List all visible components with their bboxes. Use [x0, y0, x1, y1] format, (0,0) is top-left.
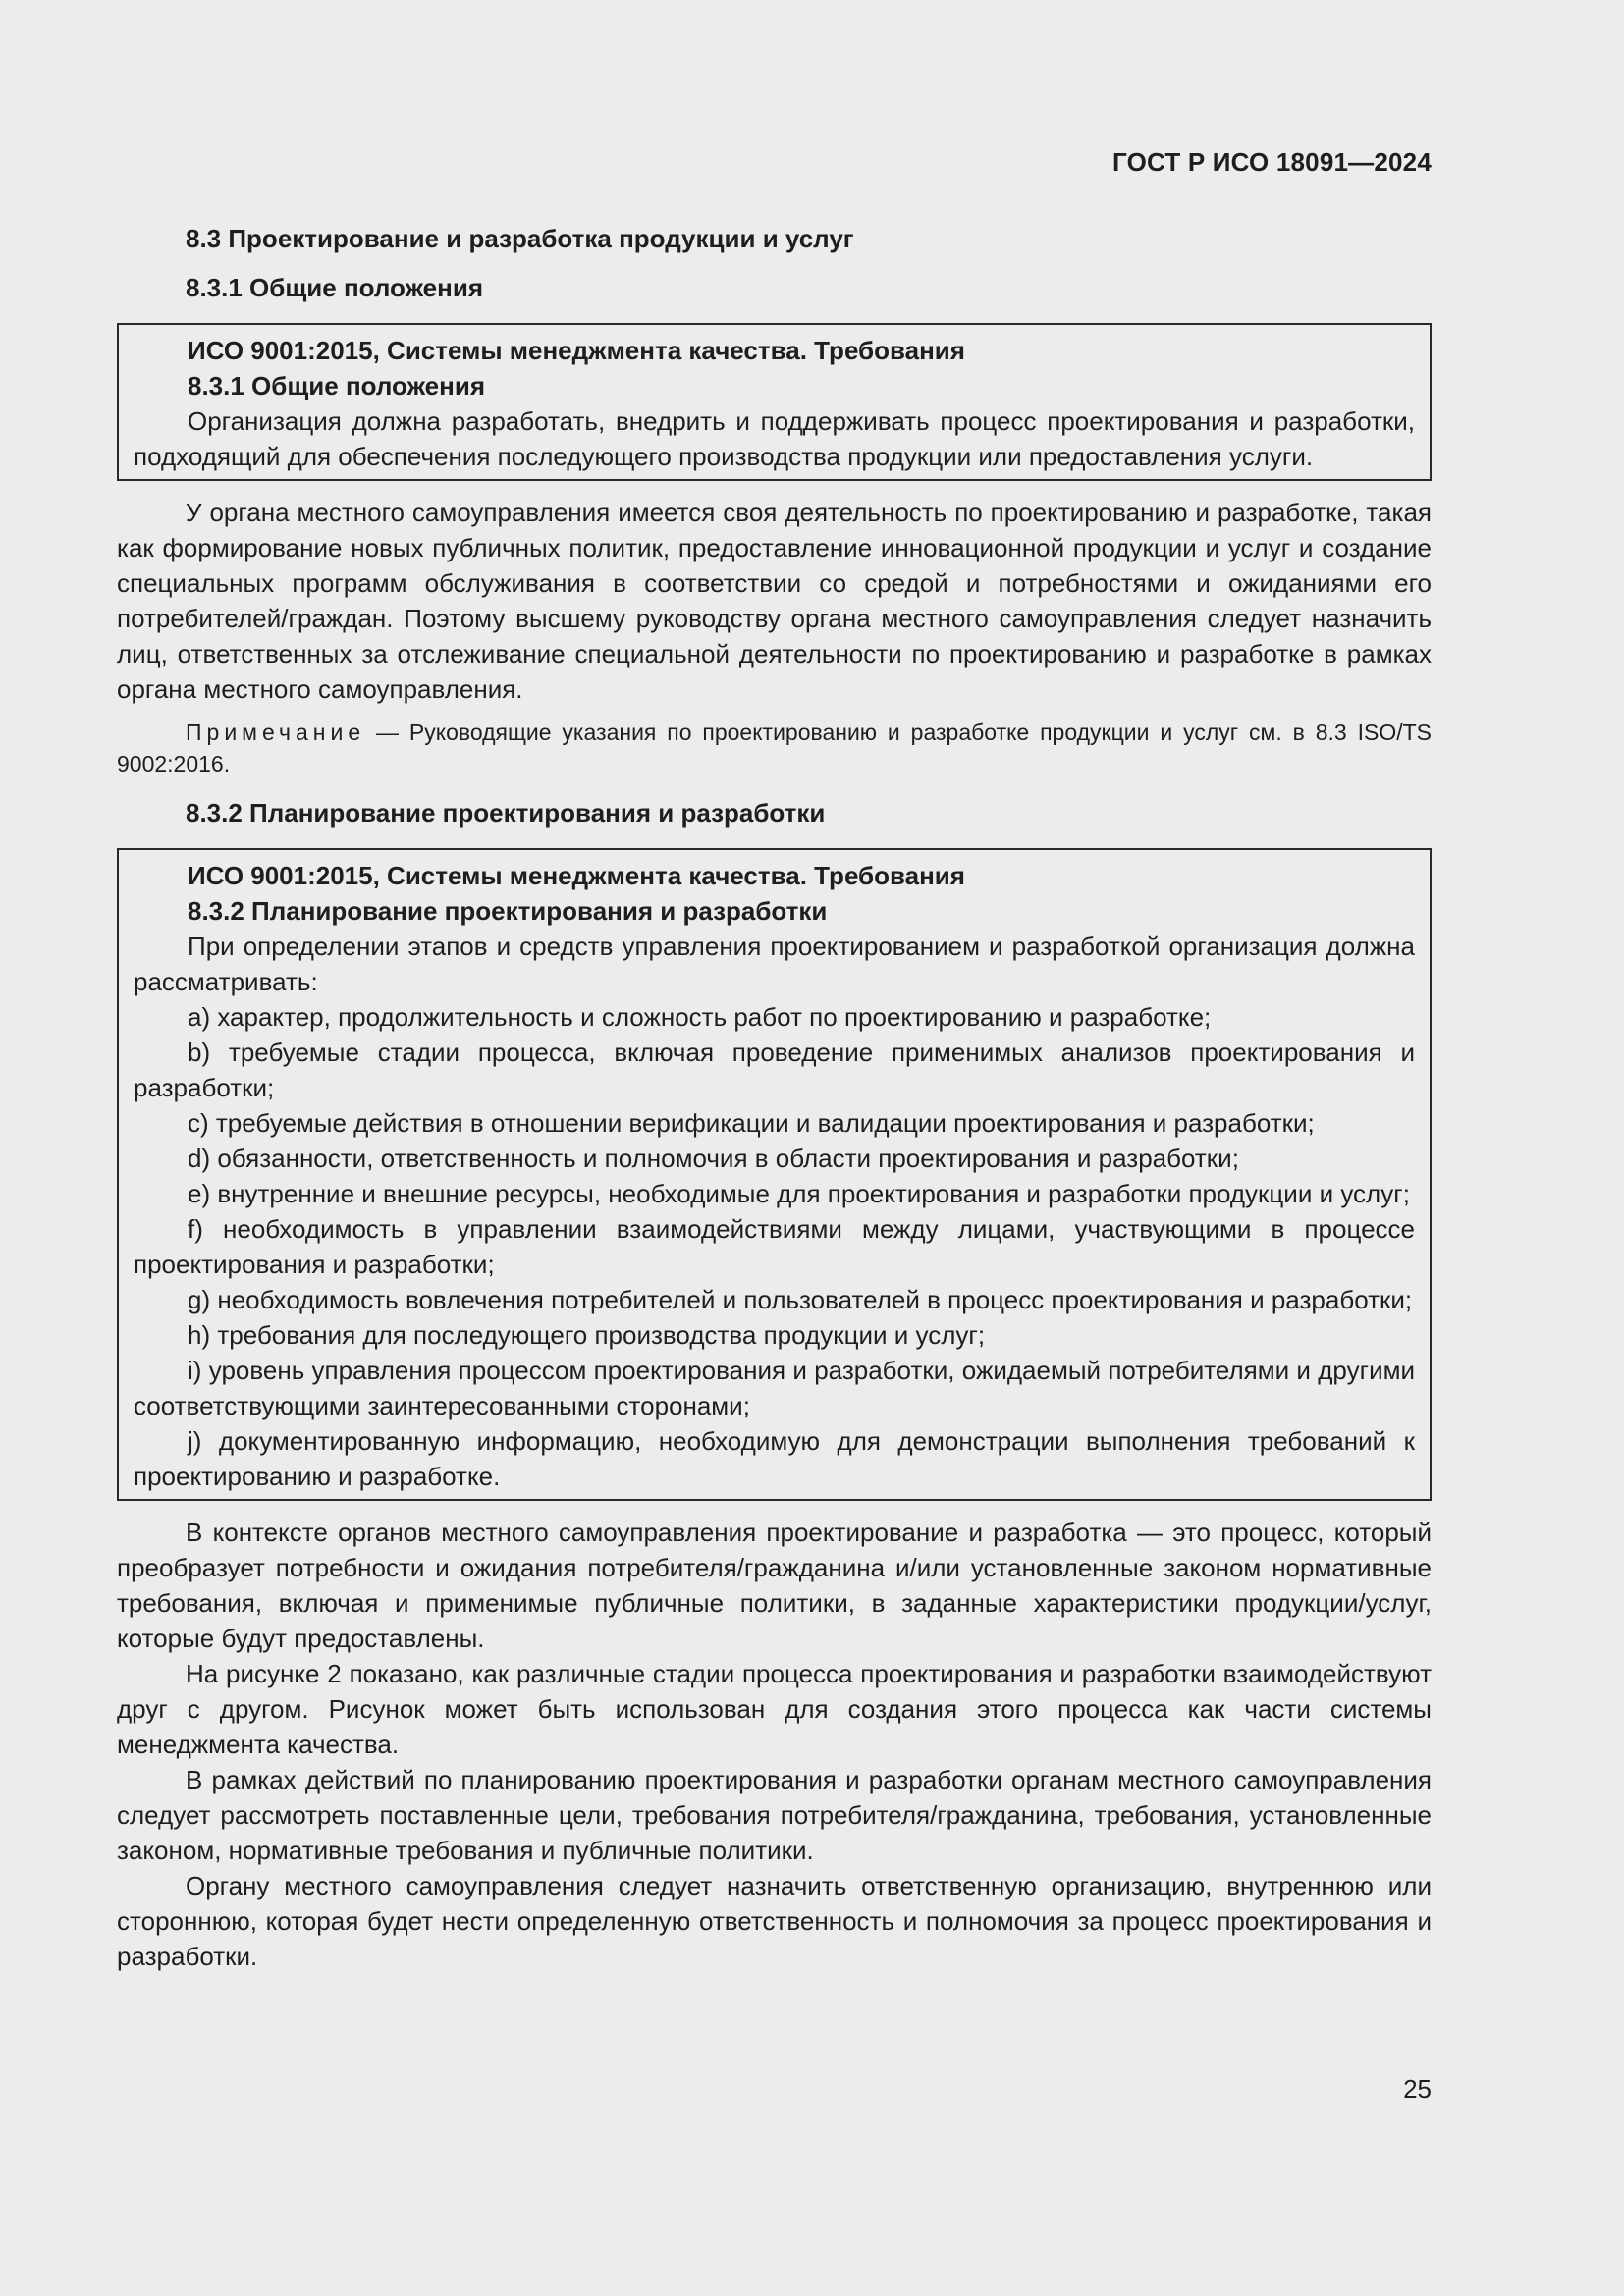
section-heading-8-3: 8.3 Проектирование и разработка продукции и услуг: [186, 224, 854, 253]
list-item: f) необходимость в управлении взаимодействиями между лицами, участвующими в процессе проектирования и разработки;: [134, 1214, 1415, 1279]
list-item: j) документированную информацию, необходимую для демонстрации выполнения требований к проектированию и разработке.: [134, 1426, 1415, 1491]
body-paragraph: В рамках действий по планированию проектирования и разработки органам местного самоуправления следует рассмотреть поставленные цели, требования потребителя/гражданина, требования, установленные законом, нормативные требования и публичные политики.: [117, 1765, 1432, 1865]
body-paragraph: В контексте органов местного самоуправления проектирование и разработка — это процесс, который преобразует потребности и ожидания потребителя/гражданина и/или установленные законом нормативные требования, включая и применимые публичные политики, в заданные характеристики продукции/услуг, которые будут предоставлены.: [117, 1518, 1432, 1653]
list-item: i) уровень управления процессом проектирования и разработки, ожидаемый потребителями и другими соответствующими заинтересованными сторонами;: [134, 1356, 1415, 1420]
list-item: e) внутренние и внешние ресурсы, необходимые для проектирования и разработки продукции и услуг;: [188, 1179, 1410, 1208]
quote-box-intro: При определении этапов и средств управления проектированием и разработкой организация должна рассматривать:: [134, 932, 1415, 996]
note-text: — Руководящие указания по проектированию и разработке продукции и услуг см. в 8.3 ISO/TS 9002:2016.: [117, 720, 1432, 776]
section-heading-8-3-2: 8.3.2 Планирование проектирования и разработки: [186, 798, 826, 828]
document-content: [117, 221, 1432, 1974]
list-item: h) требования для последующего производства продукции и услуг;: [188, 1320, 986, 1350]
list-item: c) требуемые действия в отношении верификации и валидации проектирования и разработки;: [188, 1108, 1315, 1138]
quote-box-title: ИСО 9001:2015, Системы менеджмента качества. Требования: [188, 336, 965, 365]
quote-box-title: ИСО 9001:2015, Системы менеджмента качества. Требования: [188, 861, 965, 890]
body-paragraph: У органа местного самоуправления имеется своя деятельность по проектированию и разработке, такая как формирование новых публичных политик, предоставление инновационной продукции и услуг и создание специальных программ обслуживания в соответствии со средой и потребностями и ожиданиями его потребителей/граждан. Поэтому высшему руководству органа местного самоуправления следует назначить лиц, ответственных за отслеживание специальной деятельности по проектированию и разработке в рамках органа местного самоуправления.: [117, 498, 1432, 704]
iso-quote-box-8-3-1: [117, 323, 1432, 481]
note-label: Примечание: [186, 720, 366, 745]
list-item: b) требуемые стадии процесса, включая проведение применимых анализов проектирования и разработки;: [134, 1038, 1415, 1102]
note-paragraph: [117, 717, 1432, 779]
section-heading-8-3-1: 8.3.1 Общие положения: [186, 273, 483, 302]
list-item: d) обязанности, ответственность и полномочия в области проектирования и разработки;: [188, 1144, 1239, 1173]
quote-box-text: Организация должна разработать, внедрить и поддерживать процесс проектирования и разработки, подходящий для обеспечения последующего производства продукции или предоставления услуги.: [134, 406, 1415, 471]
quote-box-subtitle: 8.3.2 Планирование проектирования и разработки: [188, 896, 828, 926]
body-paragraph: Органу местного самоуправления следует назначить ответственную организацию, внутреннюю или стороннюю, которая будет нести определенную ответственность и полномочия за процесс проектирования и разработки.: [117, 1871, 1432, 1971]
quote-box-subtitle: 8.3.1 Общие положения: [188, 371, 485, 400]
list-item: a) характер, продолжительность и сложность работ по проектированию и разработке;: [188, 1002, 1212, 1032]
iso-quote-box-8-3-2: [117, 848, 1432, 1501]
page-number: 25: [1403, 2074, 1432, 2104]
list-item: g) необходимость вовлечения потребителей и пользователей в процесс проектирования и разработки;: [188, 1285, 1413, 1314]
body-paragraph: На рисунке 2 показано, как различные стадии процесса проектирования и разработки взаимодействуют друг с другом. Рисунок может быть использован для создания этого процесса как части системы менеджмента качества.: [117, 1659, 1432, 1759]
document-header: ГОСТ Р ИСО 18091—2024: [1111, 147, 1432, 177]
